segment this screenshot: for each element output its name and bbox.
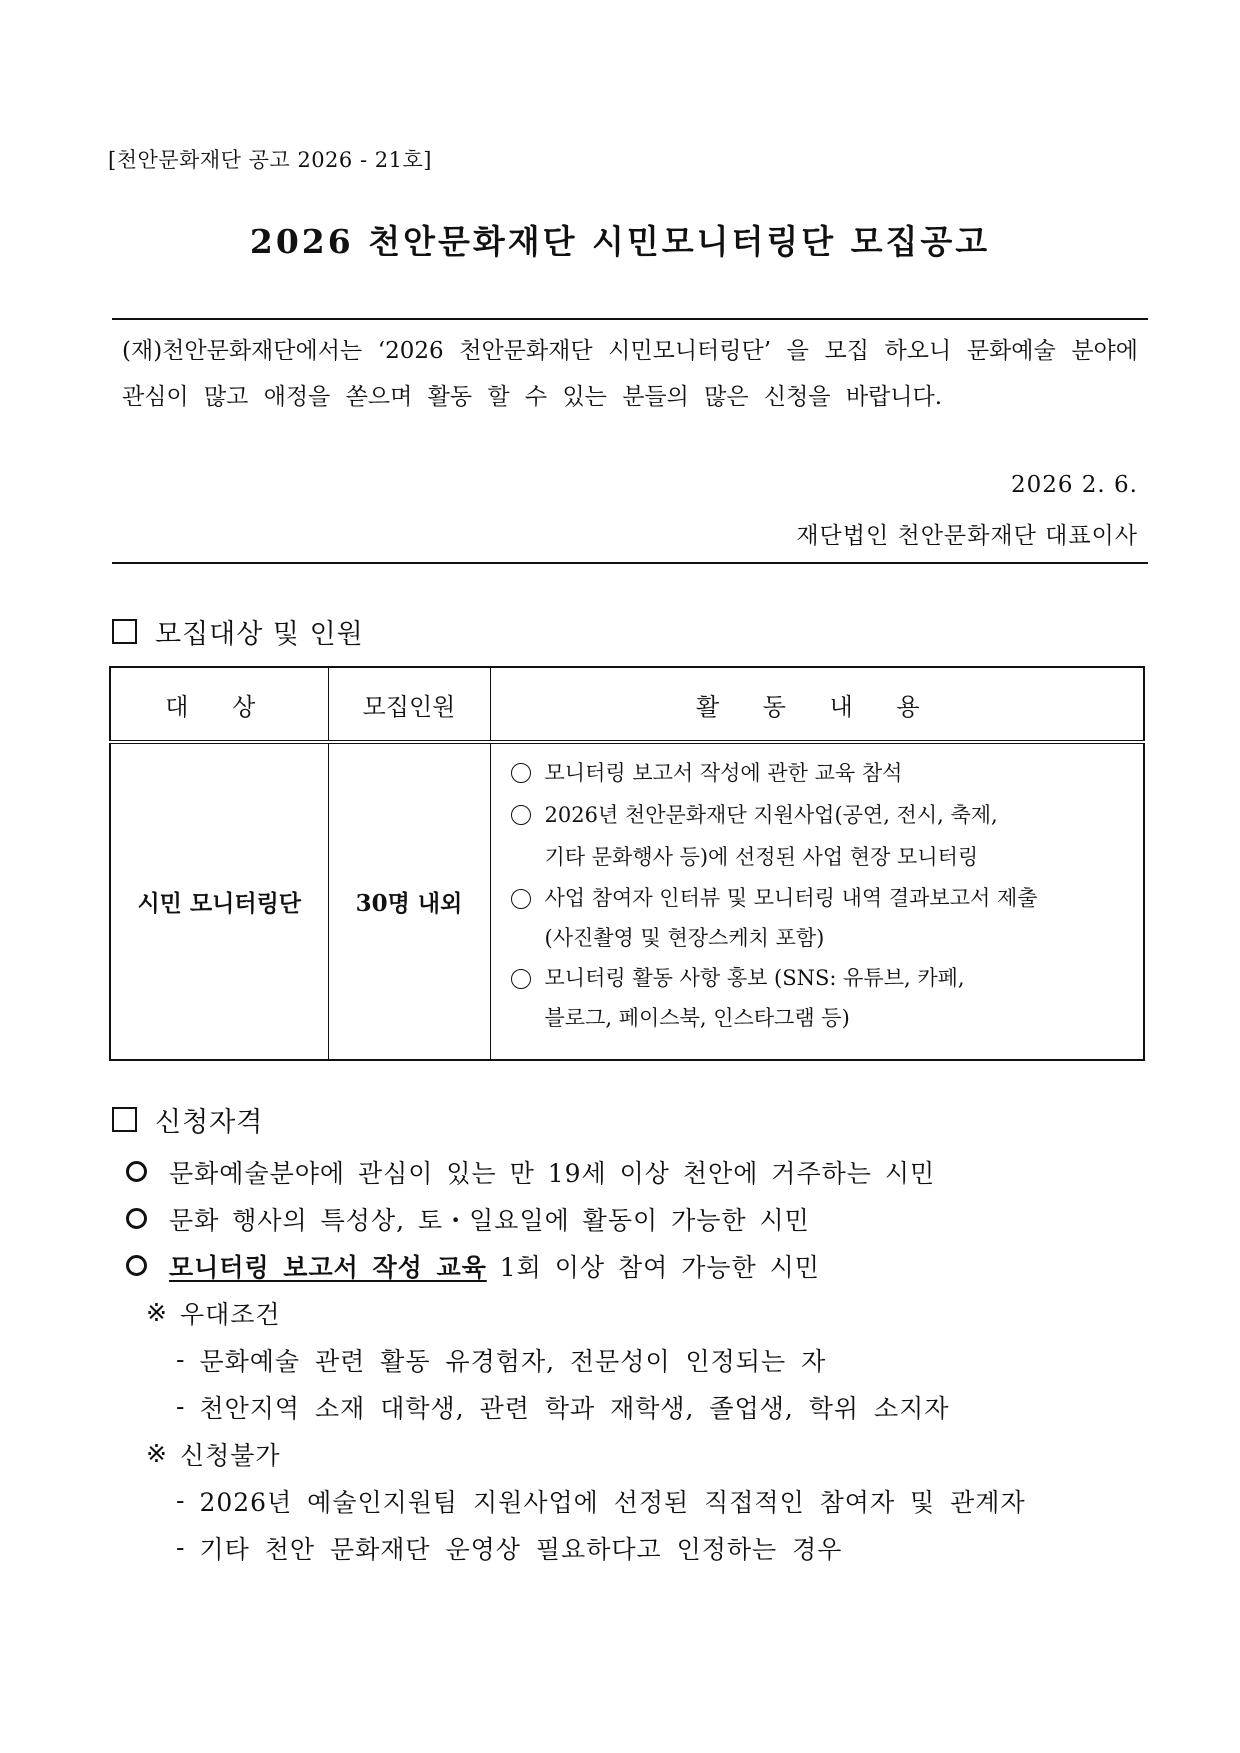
preference-text: 문화예술 관련 활동 유경험자, 전문성이 인정되는 자 [199, 1346, 827, 1376]
ineligible-text: 2026년 예술인지원팀 지원사업에 선정된 직접적인 참여자 및 관계자 [199, 1487, 1026, 1517]
list-item [126, 1477, 1026, 1524]
circle-bullet-icon [511, 889, 531, 909]
activity-line: 블로그, 페이스북, 인스타그램 등) [544, 1006, 850, 1030]
section-heading-recruitment [112, 612, 364, 651]
dash-bullet: - [176, 1533, 186, 1562]
intro-text: (재)천안문화재단에서는 ‘2026 천안문화재단 시민모니터링단’ 을 모집 하오니 문화예술 분야에 관심이 많고 애정을 쏟으며 활동 할 수 있는 분들의 많은 신청을 바랍니다. [122, 338, 1138, 410]
ineligible-heading [126, 1430, 1026, 1477]
ring-bullet-icon [126, 1161, 147, 1182]
activity-line: 2026년 천안문화재단 지원사업(공연, 전시, 축제, [544, 803, 998, 827]
dash-bullet: - [176, 1486, 186, 1515]
ineligible-text: 기타 천안 문화재단 운영상 필요하다고 인정하는 경우 [199, 1534, 843, 1564]
list-item [126, 1195, 1026, 1242]
checkbox-square-icon [112, 619, 137, 644]
checkbox-square-icon [112, 1107, 137, 1132]
underlined-emphasis: 모니터링 보고서 작성 교육 [169, 1252, 487, 1282]
preference-text: 천안지역 소재 대학생, 관련 학과 재학생, 졸업생, 학위 소지자 [199, 1393, 950, 1423]
circle-bullet-icon [511, 805, 531, 825]
list-item [126, 1524, 1026, 1571]
activity-item [503, 794, 1138, 878]
note-label: 신청불가 [179, 1440, 281, 1470]
activity-line: 사업 참여자 인터뷰 및 모니터링 내역 결과보고서 제출 [544, 886, 1038, 910]
list-item [126, 1336, 1026, 1383]
activity-line: 기타 문화행사 등)에 선정된 사업 현장 모니터링 [544, 845, 979, 869]
eligibility-list [126, 1148, 1026, 1571]
dash-bullet: - [176, 1392, 186, 1421]
table-header-row [110, 667, 1144, 742]
table-cell-count: 30명 내외 [328, 742, 490, 1060]
section-heading-eligibility [112, 1100, 263, 1139]
dash-bullet: - [176, 1345, 186, 1374]
list-item [126, 1383, 1026, 1430]
table-header-target: 대 상 [110, 667, 328, 742]
recruitment-table [109, 666, 1145, 1061]
eligibility-text: 1회 이상 참여 가능한 시민 [486, 1252, 820, 1282]
table-header-activity: 활 동 내 용 [490, 667, 1144, 742]
eligibility-text: 문화 행사의 특성상, 토・일요일에 활동이 가능한 시민 [169, 1205, 810, 1235]
eligibility-text: 문화예술분야에 관심이 있는 만 19세 이상 천안에 거주하는 시민 [169, 1158, 936, 1188]
issuer-signature: 재단법인 천안문화재단 대표이사 [796, 523, 1138, 549]
activity-item [503, 958, 1138, 1038]
activity-line: 모니터링 활동 사항 홍보 (SNS: 유튜브, 카페, [544, 966, 965, 990]
section-heading-label: 모집대상 및 인원 [155, 619, 364, 650]
table-header-count: 모집인원 [328, 667, 490, 742]
note-label: 우대조건 [179, 1299, 281, 1329]
activity-line: 모니터링 보고서 작성에 관한 교육 참석 [544, 761, 903, 785]
activity-item [503, 878, 1138, 958]
ring-bullet-icon [126, 1255, 147, 1276]
list-item [126, 1148, 1026, 1195]
intro-box [112, 318, 1148, 564]
preference-heading [126, 1289, 1026, 1336]
circle-bullet-icon [511, 763, 531, 783]
page-title: 2026 천안문화재단 시민모니터링단 모집공고 [249, 222, 991, 261]
announcement-date: 2026 2. 6. [1010, 472, 1138, 498]
ring-bullet-icon [126, 1208, 147, 1229]
table-cell-target: 시민 모니터링단 [110, 742, 328, 1060]
list-item [126, 1242, 1026, 1289]
reference-mark-icon: ※ [146, 1439, 168, 1468]
activity-item [503, 752, 1138, 794]
table-cell-activities [490, 742, 1144, 1060]
section-heading-label: 신청자격 [155, 1107, 264, 1138]
reference-mark-icon: ※ [146, 1298, 168, 1327]
activity-line: (사진촬영 및 현장스케치 포함) [544, 926, 825, 950]
table-row [110, 742, 1144, 1060]
announcement-number: [천안문화재단 공고 2026 - 21호] [108, 148, 432, 172]
circle-bullet-icon [511, 969, 531, 989]
